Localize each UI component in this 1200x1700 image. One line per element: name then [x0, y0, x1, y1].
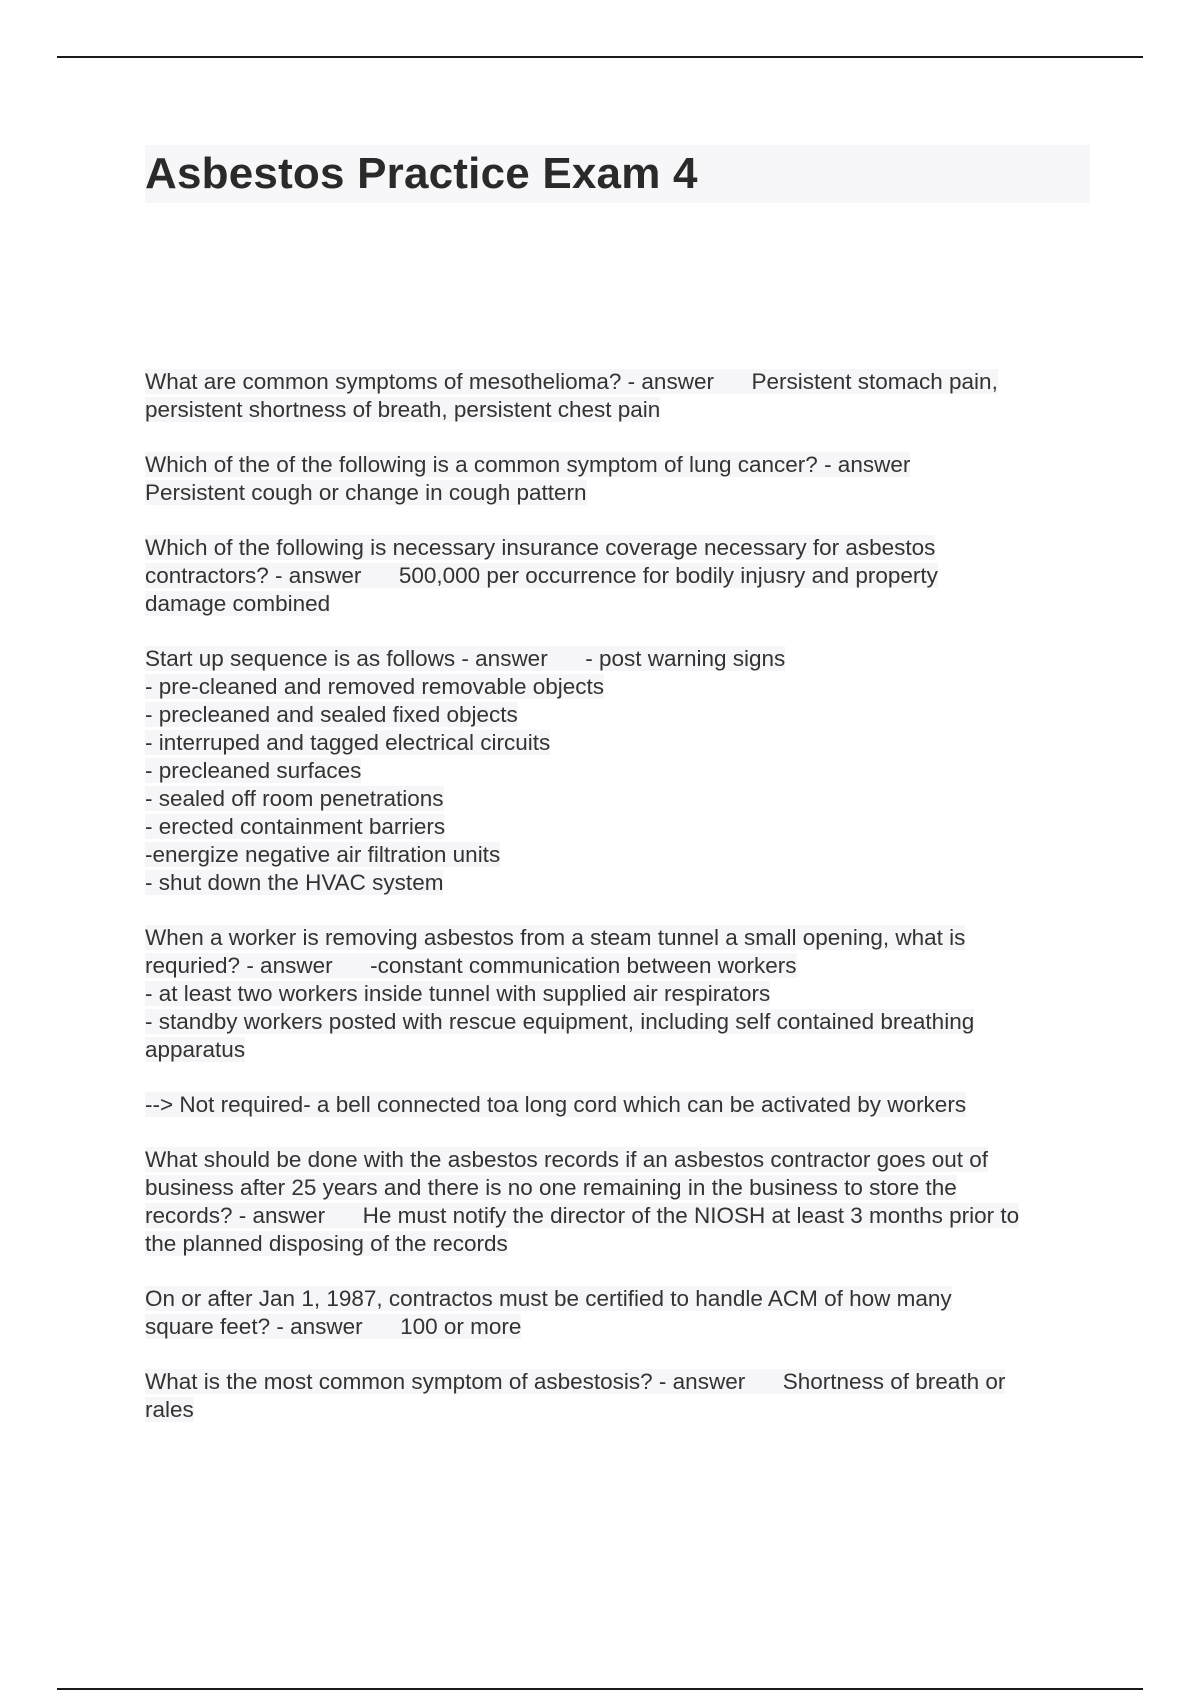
qa-line-text: records? - answer He must notify the director of the NIOSH at least 3 months prior to [145, 1203, 1020, 1228]
qa-item [145, 1091, 1095, 1119]
qa-line [145, 1368, 1095, 1396]
qa-line-text: the planned disposing of the records [145, 1231, 508, 1256]
document-title: Asbestos Practice Exam 4 [145, 149, 698, 198]
qa-line [145, 952, 1095, 980]
qa-line-text: On or after Jan 1, 1987, contractos must be certified to handle ACM of how many [145, 1286, 952, 1311]
qa-line-text: Which of the following is necessary insurance coverage necessary for asbestos [145, 535, 936, 560]
qa-line [145, 701, 1095, 729]
qa-line-text: -energize negative air filtration units [145, 842, 501, 867]
qa-line-text: apparatus [145, 1037, 246, 1062]
qa-line [145, 534, 1095, 562]
qa-line-text: - pre-cleaned and removed removable objects [145, 674, 604, 699]
qa-line-text: contractors? - answer 500,000 per occurrence for bodily injusry and property [145, 563, 938, 588]
qa-item [145, 1368, 1095, 1424]
qa-line-text: - shut down the HVAC system [145, 870, 444, 895]
qa-line [145, 924, 1095, 952]
qa-line [145, 1396, 1095, 1424]
qa-line [145, 1174, 1095, 1202]
qa-line [145, 1091, 1095, 1119]
qa-line-text: - sealed off room penetrations [145, 786, 444, 811]
qa-line-text: - erected containment barriers [145, 814, 446, 839]
qa-item [145, 924, 1095, 1064]
qa-line [145, 1202, 1095, 1230]
qa-item [145, 534, 1095, 618]
qa-item [145, 645, 1095, 897]
qa-line-text: Which of the of the following is a common symptom of lung cancer? - answer [145, 452, 911, 477]
qa-line [145, 757, 1095, 785]
qa-list [145, 368, 1095, 1451]
qa-line [145, 368, 1095, 396]
qa-line-text: When a worker is removing asbestos from a steam tunnel a small opening, what is [145, 925, 966, 950]
qa-line [145, 451, 1095, 479]
qa-line [145, 1313, 1095, 1341]
qa-line [145, 1008, 1095, 1036]
qa-line [145, 980, 1095, 1008]
qa-line [145, 673, 1095, 701]
qa-line-text: What should be done with the asbestos records if an asbestos contractor goes out of [145, 1147, 988, 1172]
qa-line-text: - interruped and tagged electrical circuits [145, 730, 551, 755]
qa-line-text: Start up sequence is as follows - answer - post warning signs [145, 646, 786, 671]
qa-line-text: business after 25 years and there is no one remaining in the business to store the [145, 1175, 957, 1200]
qa-item [145, 451, 1095, 507]
qa-line-text: --> Not required- a bell connected toa long cord which can be activated by workers [145, 1092, 967, 1117]
qa-line [145, 869, 1095, 897]
qa-line-text: square feet? - answer 100 or more [145, 1314, 522, 1339]
qa-line [145, 1146, 1095, 1174]
qa-item [145, 1146, 1095, 1258]
qa-line-text: Persistent cough or change in cough pattern [145, 480, 587, 505]
qa-line [145, 479, 1095, 507]
bottom-rule [57, 1688, 1143, 1690]
qa-line [145, 813, 1095, 841]
title-block [145, 145, 1090, 203]
qa-item [145, 368, 1095, 424]
qa-line [145, 785, 1095, 813]
qa-line-text: - precleaned surfaces [145, 758, 362, 783]
qa-line-text: - precleaned and sealed fixed objects [145, 702, 518, 727]
qa-line [145, 1285, 1095, 1313]
qa-line-text: What are common symptoms of mesothelioma? - answer Persistent stomach pain, [145, 369, 998, 394]
top-rule [57, 56, 1143, 58]
qa-line-text: persistent shortness of breath, persistent chest pain [145, 397, 661, 422]
qa-line-text: requried? - answer -constant communication between workers [145, 953, 797, 978]
qa-item [145, 1285, 1095, 1341]
qa-line-text: - standby workers posted with rescue equipment, including self contained breathing [145, 1009, 975, 1034]
qa-line [145, 645, 1095, 673]
qa-line-text: rales [145, 1397, 194, 1422]
qa-line [145, 590, 1095, 618]
qa-line [145, 1230, 1095, 1258]
qa-line [145, 729, 1095, 757]
qa-line [145, 396, 1095, 424]
qa-line-text: - at least two workers inside tunnel with supplied air respirators [145, 981, 771, 1006]
qa-line [145, 1036, 1095, 1064]
qa-line-text: damage combined [145, 591, 331, 616]
qa-line-text: What is the most common symptom of asbestosis? - answer Shortness of breath or [145, 1369, 1006, 1394]
qa-line [145, 562, 1095, 590]
qa-line [145, 841, 1095, 869]
